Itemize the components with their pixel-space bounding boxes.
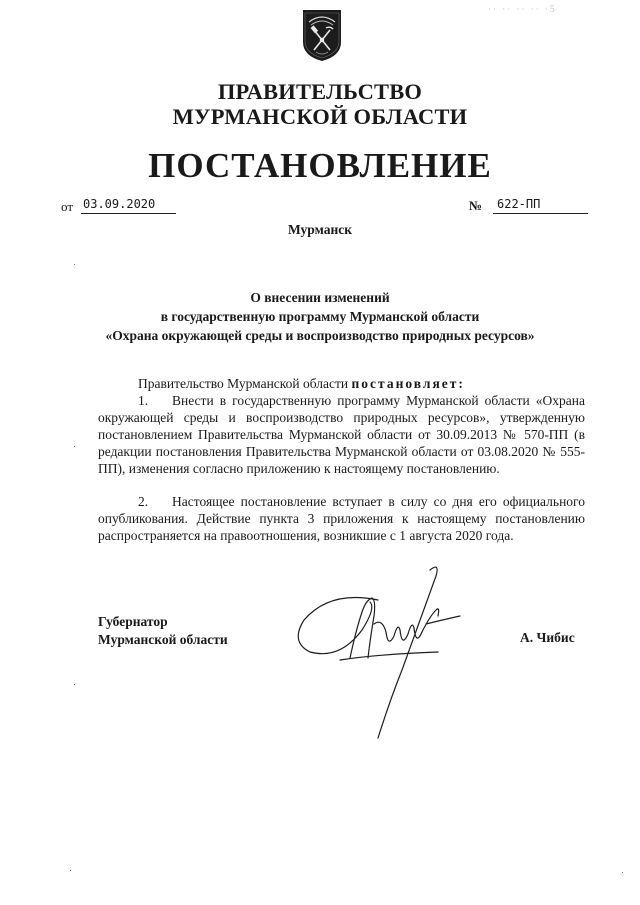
government-title-line1: ПРАВИТЕЛЬСТВО [217, 79, 423, 104]
scan-speck [74, 264, 75, 265]
scan-speck [622, 872, 623, 873]
subject-line2: в государственную программу Мурманской области [160, 309, 480, 324]
intro-line [138, 375, 465, 392]
handwritten-signature-icon [290, 560, 480, 740]
signer-title-line2: Мурманской области [98, 632, 228, 647]
scan-speck [70, 870, 71, 871]
signer-title-line1: Губернатор [98, 614, 168, 629]
city: Мурманск [287, 222, 353, 237]
government-title-line2: МУРМАНСКОЙ ОБЛАСТИ [172, 104, 468, 129]
date-block [61, 197, 156, 215]
intro-decision-word: постановляет: [351, 376, 465, 391]
paragraph-2-text: Настоящее постановление вступает в силу со дня его официального опубликования. Действие пункта 3 приложения к настоящему постановлению распространяется на правоотношения, возникшие с 1 августа 2020 года. [98, 494, 585, 543]
number-block [469, 197, 541, 214]
date-value: 03.09.2020 [81, 196, 176, 214]
paragraph-1 [98, 393, 585, 478]
date-prefix: от [61, 199, 74, 214]
coat-of-arms-icon [302, 8, 342, 62]
subject-line1: О внесении изменений [250, 290, 390, 305]
subject-line3: «Охрана окружающей среды и воспроизводство природных ресурсов» [105, 328, 535, 343]
number-value: 622-ПП [493, 196, 588, 214]
paragraph-2-number: 2. [138, 494, 149, 509]
paragraph-1-number: 1. [138, 393, 149, 408]
number-prefix: № [469, 198, 483, 213]
document-type: ПОСТАНОВЛЕНИЕ [148, 146, 492, 185]
corner-mark: ·· ·· ·· ·· ·5 [488, 4, 557, 14]
scan-speck [74, 446, 75, 447]
paragraph-1-text: Внести в государственную программу Мурманской области «Охрана окружающей среды и воспроизводство природных ресурсов», утвержденную постановлением Правительства Мурманской области от 30.09.2013 № 570-ПП (в редакции постановления Правительства Мурманской области от 03.08.2020 № 555-ПП), изменения согласно приложению к настоящему постановлению. [98, 393, 585, 476]
scan-speck [74, 684, 75, 685]
intro-text: Правительство Мурманской области [138, 376, 352, 391]
signer-name: А. Чибис [520, 630, 575, 645]
paragraph-2 [98, 494, 585, 545]
